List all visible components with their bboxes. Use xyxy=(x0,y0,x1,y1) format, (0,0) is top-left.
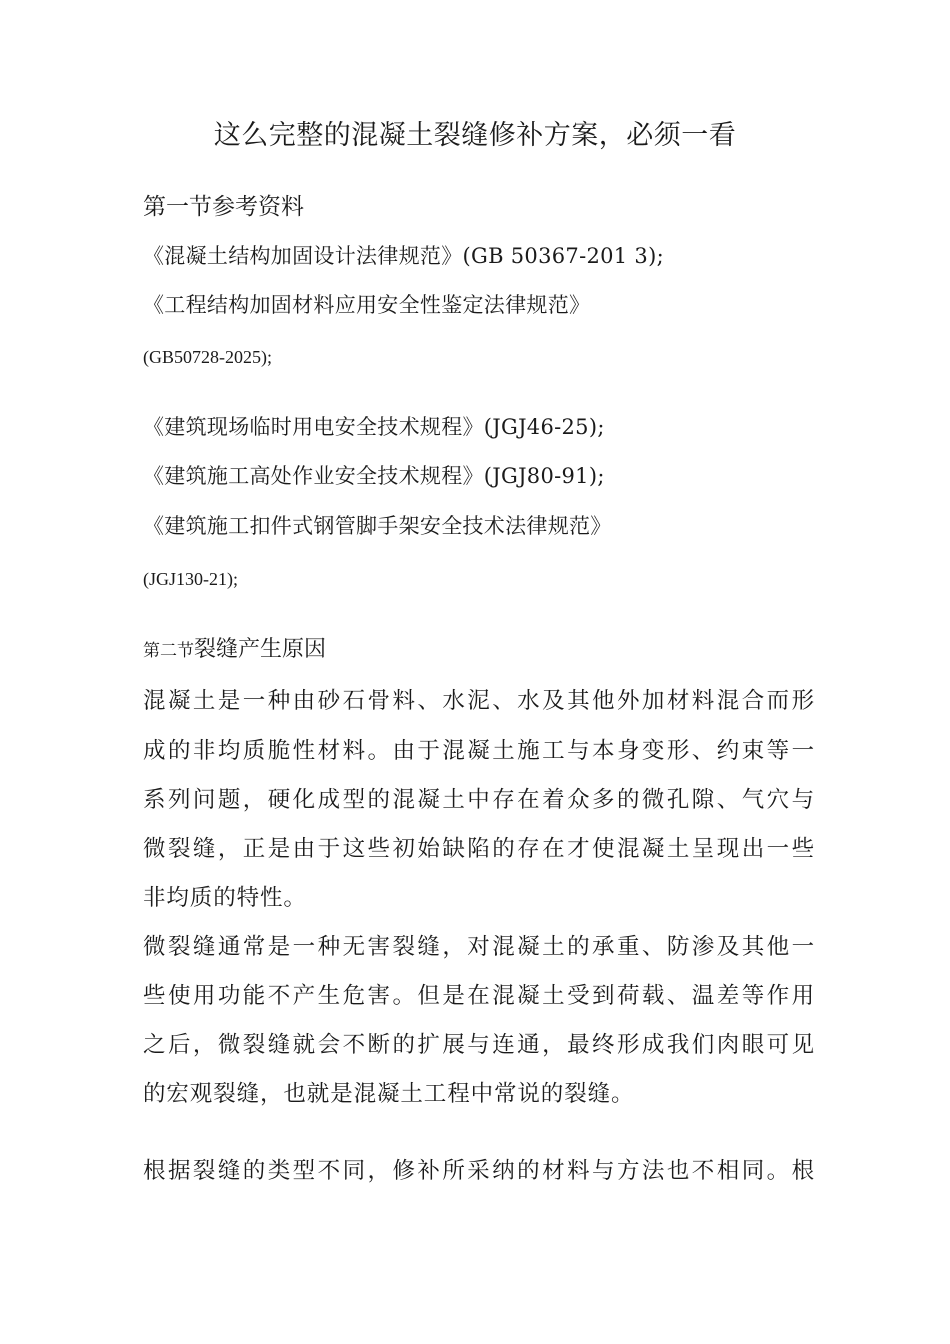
section-2-heading xyxy=(143,632,326,663)
section-2-number: 第二节 xyxy=(143,641,194,661)
reference-item: 《建筑现场临时用电安全技术规程》(JGJ46-25); xyxy=(143,415,605,439)
paragraph-line: 根据裂缝的类型不同，修补所采纳的材料与方法也不相同。根 xyxy=(143,1158,815,1184)
reference-item: 《建筑施工扣件式钢管脚手架安全技术法律规范》 xyxy=(143,514,612,538)
section-1-heading: 第一节参考资料 xyxy=(143,194,304,220)
paragraph-line: 些使用功能不产生危害。但是在混凝土受到荷载、温差等作用 xyxy=(143,983,815,1009)
reference-item: 《混凝土结构加固设计法律规范》(GB 50367-201 3); xyxy=(143,244,664,268)
paragraph-line: 微裂缝通常是一种无害裂缝，对混凝土的承重、防渗及其他一 xyxy=(143,934,815,960)
section-2-title: 裂缝产生原因 xyxy=(194,637,327,662)
document-title: 这么完整的混凝土裂缝修补方案，必须一看 xyxy=(213,120,737,151)
paragraph-line: 非均质的特性。 xyxy=(143,885,307,911)
paragraph-line: 之后，微裂缝就会不断的扩展与连通，最终形成我们肉眼可见 xyxy=(143,1032,815,1058)
reference-item: 《工程结构加固材料应用安全性鉴定法律规范》 xyxy=(143,293,591,317)
paragraph-line: 成的非均质脆性材料。由于混凝土施工与本身变形、约束等一 xyxy=(143,738,815,764)
reference-item: 《建筑施工高处作业安全技术规程》(JGJ80-91); xyxy=(143,464,605,488)
paragraph-line: 的宏观裂缝，也就是混凝土工程中常说的裂缝。 xyxy=(143,1081,635,1107)
paragraph-line: 系列问题，硬化成型的混凝土中存在着众多的微孔隙、气穴与 xyxy=(143,787,815,813)
paragraph-line: 混凝土是一种由砂石骨料、水泥、水及其他外加材料混合而形 xyxy=(143,688,815,714)
reference-code: (JGJ130-21); xyxy=(143,569,238,589)
reference-code: (GB50728-2025); xyxy=(143,347,272,367)
paragraph-line: 微裂缝，正是由于这些初始缺陷的存在才使混凝土呈现出一些 xyxy=(143,836,815,862)
